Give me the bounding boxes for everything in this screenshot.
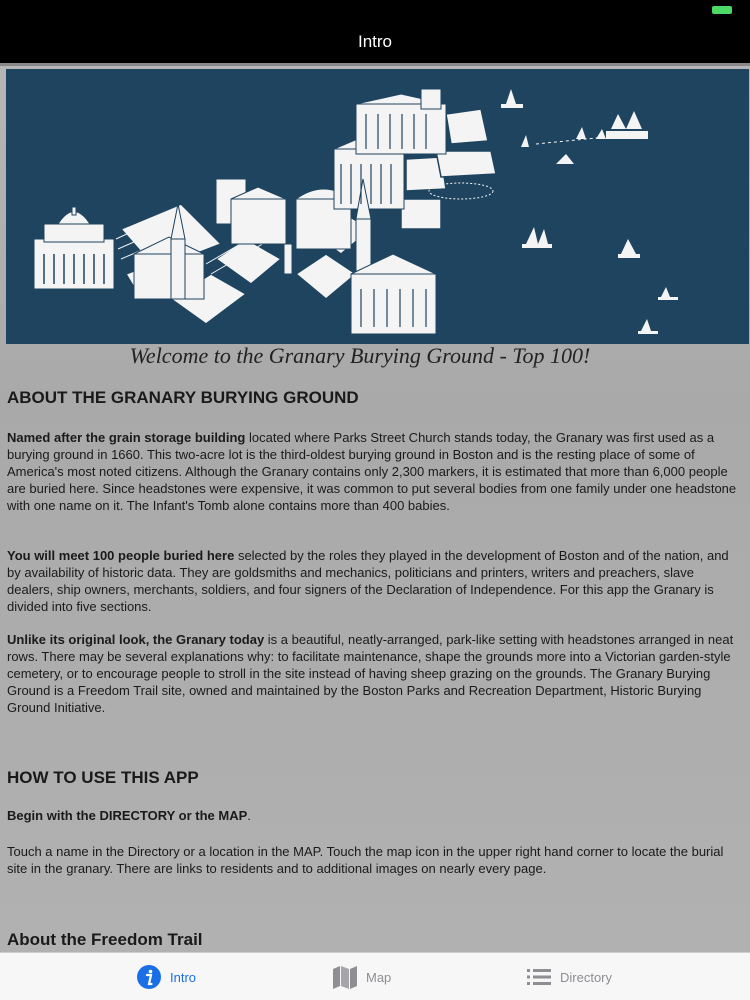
howto-p1-text: . (247, 808, 251, 823)
tab-directory[interactable] (526, 953, 612, 1000)
tab-map[interactable] (332, 953, 391, 1000)
about-p3-bold: Unlike its original look, the Granary today (7, 632, 265, 647)
about-p3-text: is a beautiful, neatly-arranged, park-like setting with headstones arranged in neat rows. There may be several explanations why: to facilitate maintenance, shape the grounds more into a Victorian garden-style cemetery, or to encourage people to stroll in the site instead of having sheep grazing on the grounds. The Granary Burying Ground is a Freedom Trail site, owned and maintained by the Boston Parks and Recreation Department, Historic Burying Ground Initiative. (7, 632, 734, 715)
tab-map-label: Map (366, 969, 392, 985)
about-heading: ABOUT THE GRANARY BURYING GROUND (7, 388, 359, 407)
scroll-content[interactable] (0, 66, 750, 952)
howto-paragraph-1 (7, 807, 737, 824)
navigation-bar (0, 20, 750, 64)
status-bar (0, 0, 750, 20)
about-paragraph-2 (7, 547, 737, 615)
granary-illustration-svg (6, 69, 749, 344)
map-icon (332, 964, 358, 990)
about-paragraph-3 (7, 631, 737, 716)
battery-icon (712, 6, 732, 14)
about-paragraph-1 (7, 429, 737, 514)
about-p1-bold: Named after the grain storage building (7, 430, 246, 445)
tab-directory-label: Directory (560, 969, 613, 985)
list-icon (526, 964, 552, 990)
about-p2-text: selected by the roles they played in the development of Boston and of the nation, and by availability of historic data. They are goldsmiths and mechanics, politicians and printers, writers and preachers, slave dealers, ship owners, merchants, soldiers, and four signers of the Declaration of Independence. For this app the Granary is divided into five sections. (7, 548, 729, 614)
tab-bar (0, 952, 750, 1000)
freedom-trail-heading: About the Freedom Trail (7, 930, 203, 949)
welcome-caption: Welcome to the Granary Burying Ground - Top 100! (129, 343, 591, 368)
about-p1-text: located where Parks Street Church stands today, the Granary was first used as a burying ground in 1660. This two-acre lot is the third-oldest burying ground in Boston and is the resting place of some of America's most noted citizens. Although the Granary contains only 2,300 markers, it is estimated that more than 6,000 people are buried here. Since headstones were expensive, it was common to put several bodies from one family under one headstone with one name on it. The Infant's Tomb alone contains more than 400 babies. (7, 430, 737, 513)
howto-paragraph-2: Touch a name in the Directory or a location in the MAP. Touch the map icon in the upper right hand corner to locate the burial site in the granary. There are links to residents and to additional images on nearly every page. (7, 844, 724, 876)
info-icon (136, 964, 162, 990)
howto-p1-bold: Begin with the DIRECTORY or the MAP (7, 808, 248, 823)
granary-illustration (6, 69, 749, 344)
tab-intro[interactable] (136, 953, 196, 1000)
howto-heading: HOW TO USE THIS APP (7, 768, 199, 787)
nav-title: Intro (357, 32, 393, 51)
about-p2-bold: You will meet 100 people buried here (7, 548, 235, 563)
tab-intro-label: Intro (170, 969, 197, 985)
